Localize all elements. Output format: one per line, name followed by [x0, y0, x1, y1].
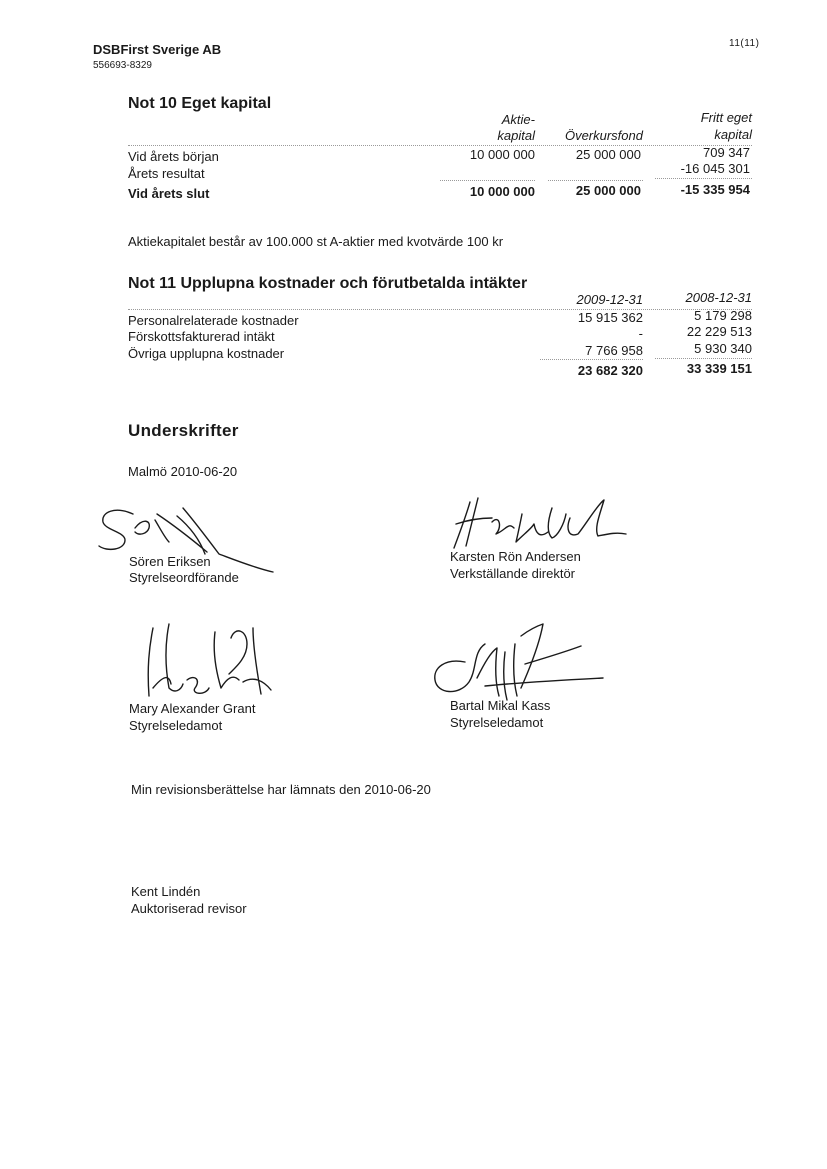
note10-sum-rule-3 [655, 178, 752, 179]
note10-row3-col2: 25 000 000 [575, 183, 641, 198]
signer-2-name: Karsten Rön Andersen [450, 549, 581, 564]
company-name: DSBFirst Sverige AB [93, 42, 222, 57]
note10-title: Not 10 Eget kapital [128, 95, 272, 112]
org-number: 556693-8329 [93, 60, 152, 71]
note11-row1-col2: 5 179 298 [694, 308, 752, 323]
note10-col2-header: Överkursfond [564, 128, 643, 143]
signature-image-3 [135, 618, 295, 708]
note11-row3-label: Övriga upplupna kostnader [128, 346, 285, 361]
signature-image-2 [448, 494, 638, 554]
note11-row2-label: Förskottsfakturerad intäkt [128, 329, 275, 344]
note11-row3-col2: 5 930 340 [694, 341, 752, 356]
note10-row1-col3: 709 347 [703, 145, 750, 160]
note11-total-col2: 33 339 151 [686, 361, 752, 376]
note10-sum-rule-2 [548, 180, 643, 181]
signer-3-name: Mary Alexander Grant [129, 701, 256, 716]
note10-col1-header-line2: kapital [497, 128, 535, 143]
note10-row2-label: Årets resultat [128, 166, 205, 181]
note10-footnote: Aktiekapitalet består av 100.000 st A-aktier med kvotvärde 100 kr [128, 234, 504, 249]
signer-1-name: Sören Eriksen [129, 554, 211, 569]
signer-4-role: Styrelseledamot [450, 715, 544, 730]
note11-col2-header: 2008-12-31 [685, 290, 752, 305]
signer-3-role: Styrelseledamot [129, 718, 223, 733]
note11-row1-col1: 15 915 362 [577, 310, 643, 325]
auditor-name: Kent Lindén [131, 884, 201, 899]
note11-title: Not 11 Upplupna kostnader och förutbetalda intäkter [128, 275, 528, 292]
note11-row1-label: Personalrelaterade kostnader [128, 313, 299, 328]
note11-col1-header: 2009-12-31 [576, 292, 643, 307]
signatures-title: Underskrifter [128, 421, 239, 440]
note11-row2-col1: - [638, 326, 643, 341]
signer-1-role: Styrelseordförande [129, 570, 239, 585]
signatures-place-date: Malmö 2010-06-20 [128, 464, 238, 479]
note10-row3-label: Vid årets slut [128, 186, 210, 201]
note10-sum-rule-1 [440, 180, 535, 181]
note11-sum-rule-2 [655, 358, 752, 359]
note10-col3-header-line2: kapital [714, 127, 752, 142]
note10-col3-header-line1: Fritt eget [700, 110, 752, 125]
note10-row3-col3: -15 335 954 [680, 182, 750, 197]
note10-row1-col2: 25 000 000 [575, 147, 641, 162]
note10-row1-label: Vid årets början [128, 149, 219, 164]
note11-sum-rule-1 [540, 359, 643, 360]
note11-row3-col1: 7 766 958 [585, 343, 643, 358]
signer-4-name: Bartal Mikal Kass [450, 698, 551, 713]
audit-statement: Min revisionsberättelse har lämnats den 2010-06-20 [131, 782, 431, 797]
note10-col1-header-line1: Aktie- [501, 112, 535, 127]
note10-row2-col3: -16 045 301 [680, 161, 750, 176]
signer-2-role: Verkställande direktör [450, 566, 576, 581]
note11-total-col1: 23 682 320 [577, 363, 643, 378]
note10-row1-col1: 10 000 000 [469, 147, 535, 162]
note11-row2-col2: 22 229 513 [686, 324, 752, 339]
page-number: 11(11) [729, 38, 760, 49]
note10-row3-col1: 10 000 000 [469, 184, 535, 199]
auditor-title: Auktoriserad revisor [131, 901, 247, 916]
